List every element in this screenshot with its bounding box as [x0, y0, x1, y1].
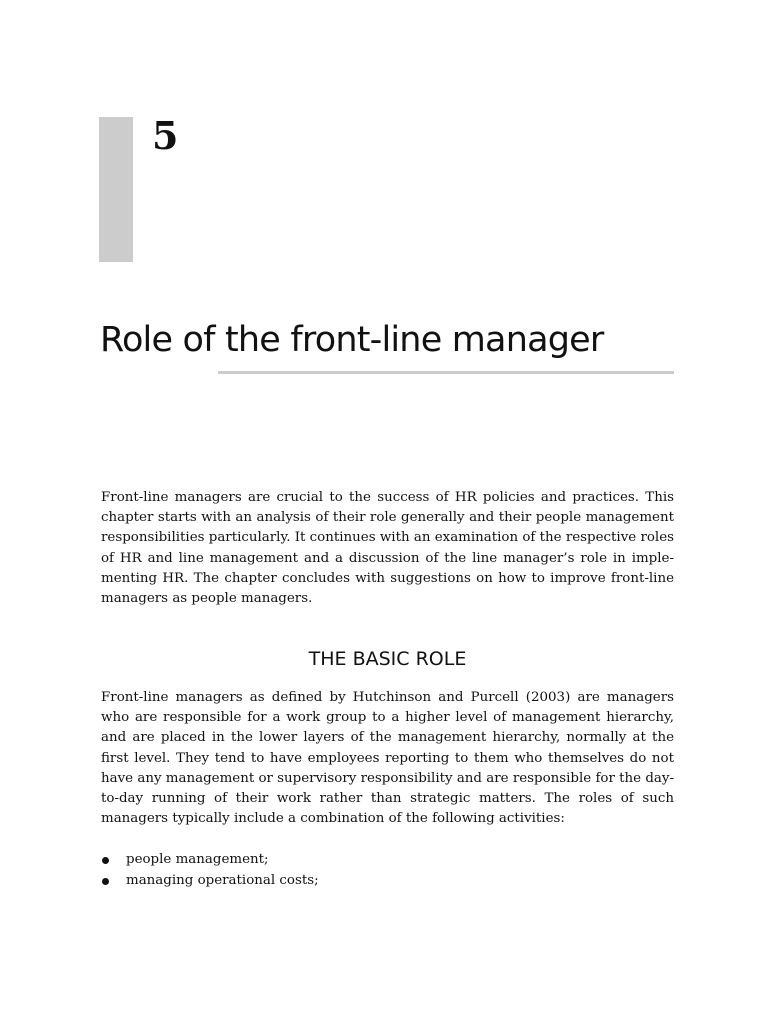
list-item	[101, 870, 674, 891]
basic-role-paragraph: Front-line managers as defined by Hutchinson and Purcell (2003) are managers who are responsible for a work group to a higher level of management hierarchy, and are placed in the lower layers of the management hierarchy, normally at the first level. They tend to have employees reporting to them who themselves do not have any management or supervisory responsibility and are responsible for the day-to-day running of their work rather than strategic matters. The roles of such managers typically include a combination of the following activities:	[101, 690, 674, 827]
bullet-icon	[102, 878, 109, 885]
section-heading: THE BASIC ROLE	[308, 648, 467, 670]
bullet-icon	[102, 857, 109, 864]
chapter-marker-bar	[99, 117, 133, 262]
title-underline-rule	[218, 371, 674, 374]
activity-bullet-list	[101, 849, 674, 891]
list-item	[101, 849, 674, 870]
intro-paragraph: Front-line managers are crucial to the success of HR policies and practices. This chapter starts with an analysis of their role generally and their people management responsibilities particularly. It continues with an examination of the respective roles of HR and line management and a discussion of the line manager’s role in imple-menting HR. The chapter concludes with suggestions on how to improve front-line managers as people managers.	[101, 490, 674, 607]
list-item-text: managing operational costs;	[126, 873, 319, 888]
chapter-number: 5	[152, 113, 179, 158]
list-item-text: people management;	[126, 852, 269, 867]
chapter-title: Role of the front-line manager	[100, 320, 604, 360]
